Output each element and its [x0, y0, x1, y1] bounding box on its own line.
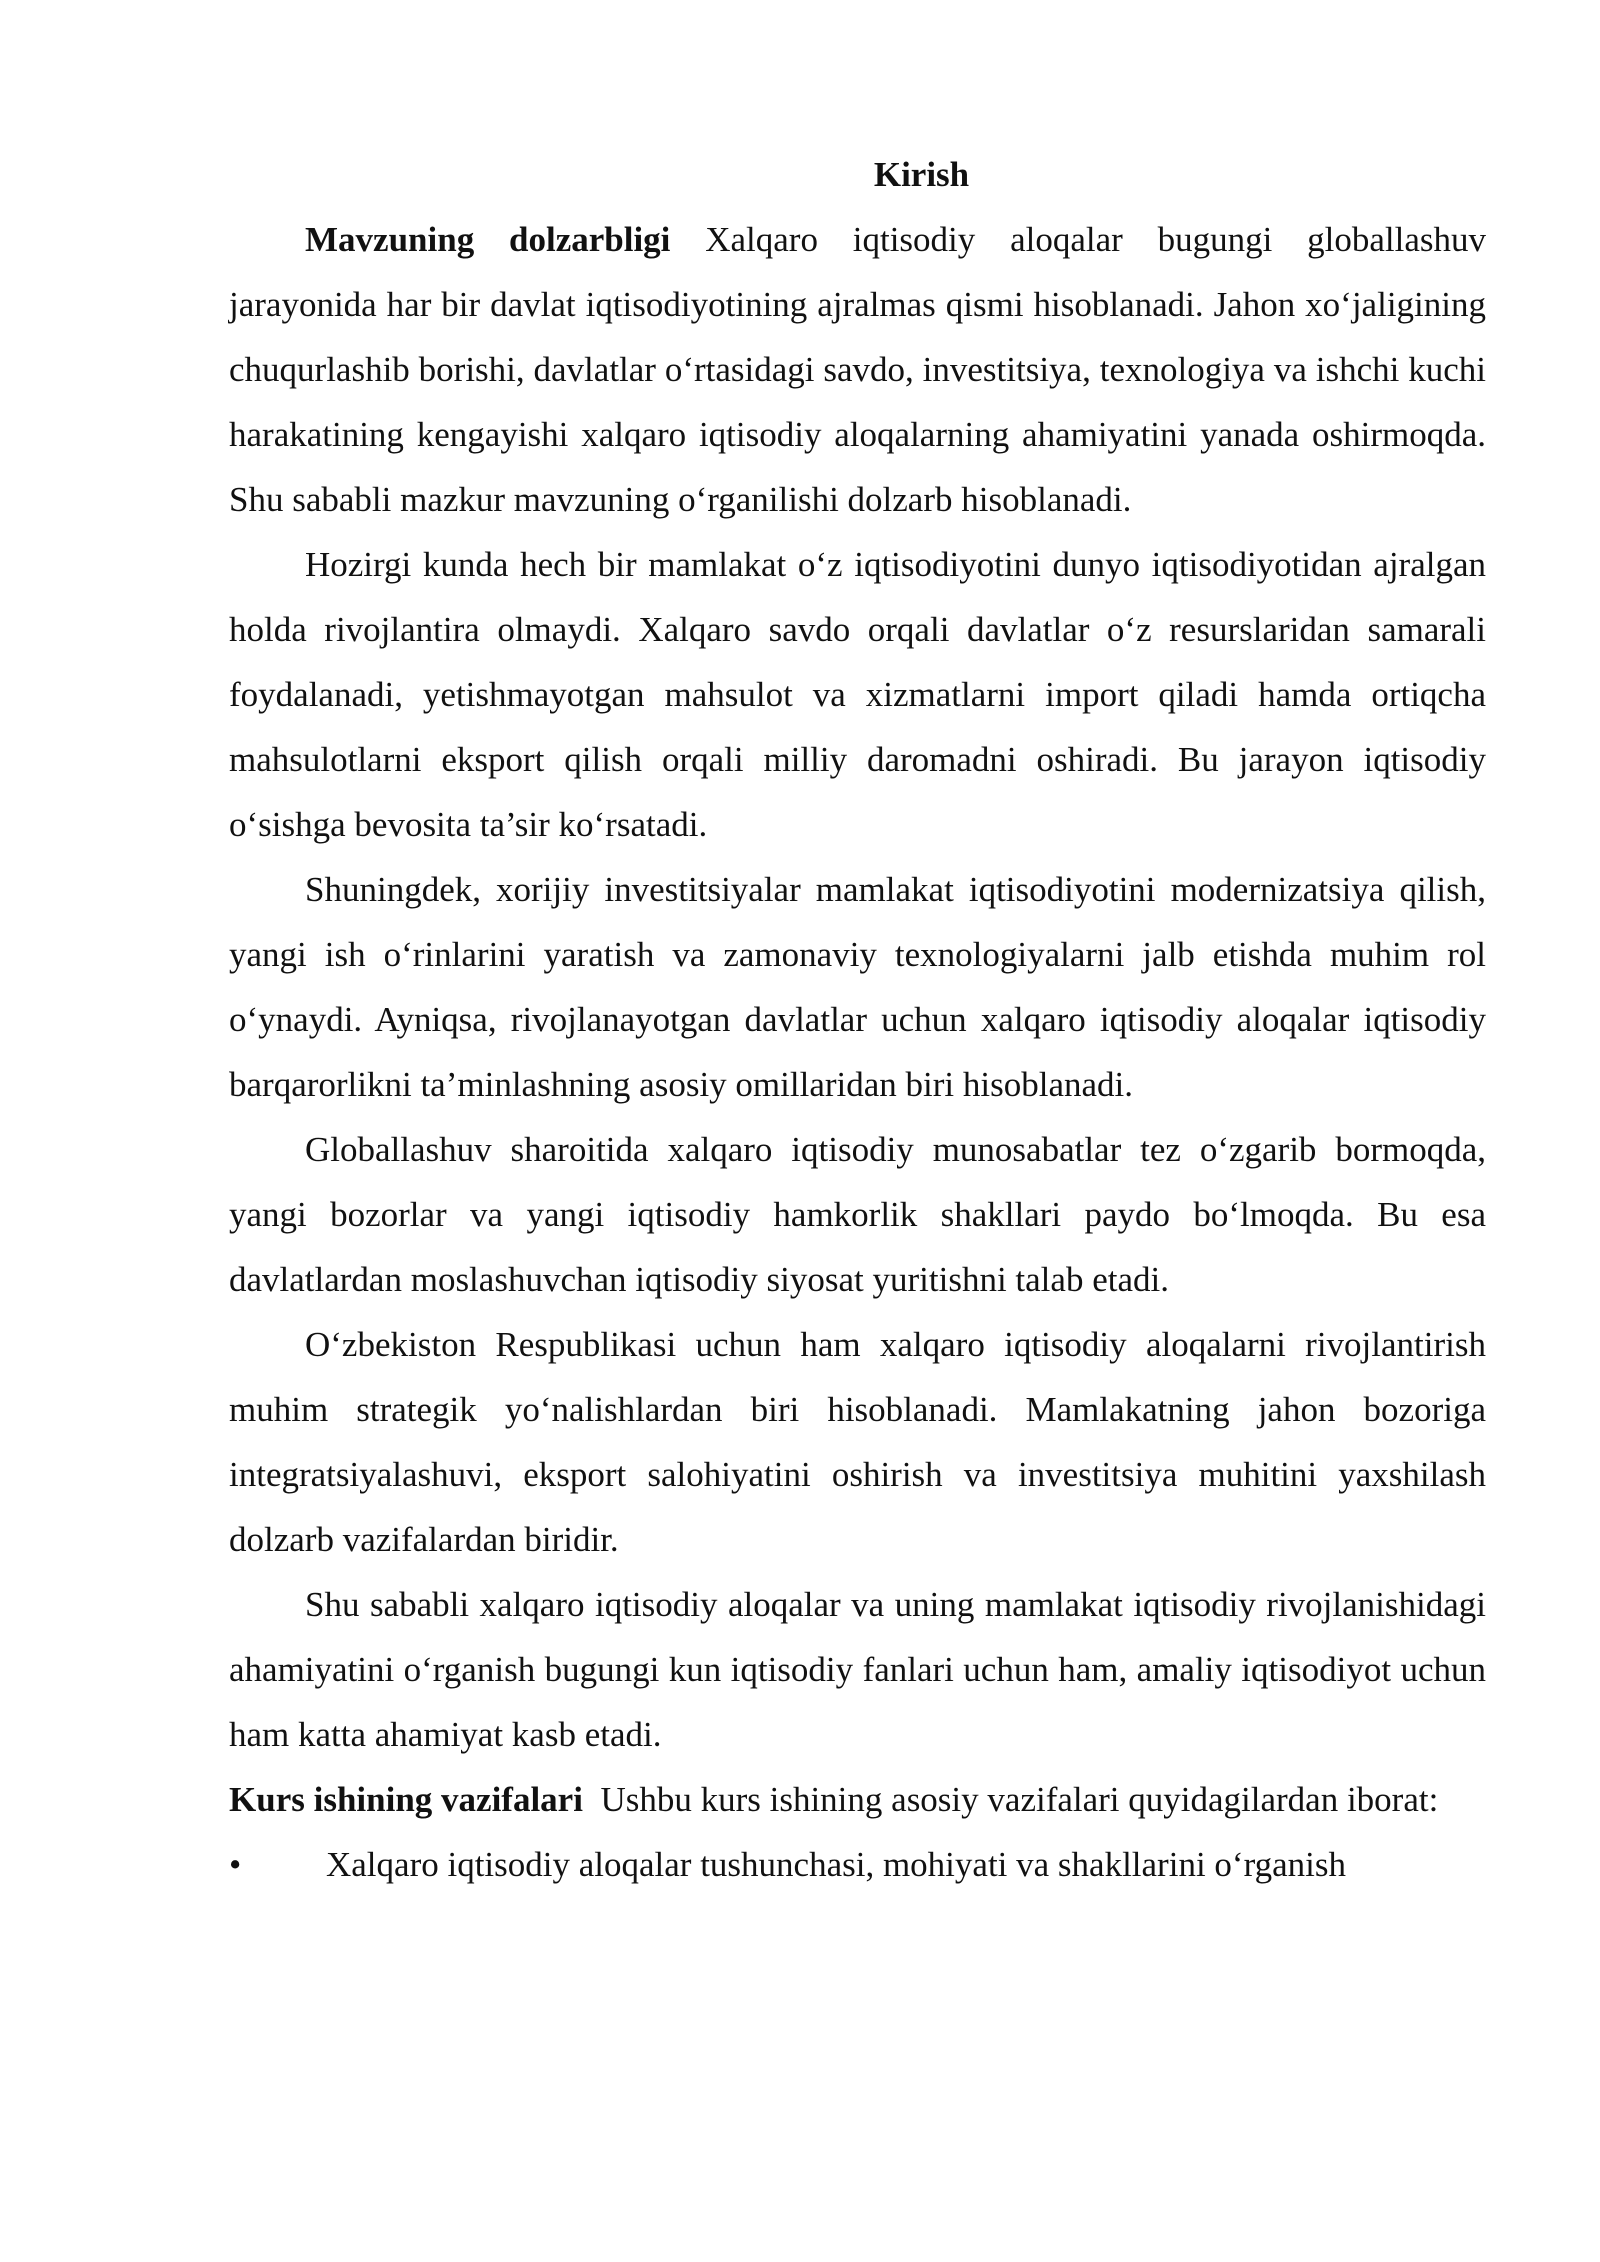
body-paragraph-2: Shuningdek, xorijiy investitsiyalar mamlakat iqtisodiyotini modernizatsiya qilish, yangi ish o‘rinlarini yaratish va zamonaviy texnologiyalarni jalb etishda muhim rol o‘ynaydi. Ayniqsa, rivojlanayotgan davlatlar uchun xalqaro iqtisodiy aloqalar iqtisodiy barqarorlikni ta’minlashning asosiy omillaridan biri hisoblanadi.: [229, 870, 1486, 1104]
tasks-text: Ushbu kurs ishining asosiy vazifalari quyidagilardan iborat:: [582, 1780, 1439, 1819]
body-paragraph-4: O‘zbekiston Respublikasi uchun ham xalqaro iqtisodiy aloqalarni rivojlantirish muhim strategik yo‘nalishlardan biri hisoblanadi. Mamlakatning jahon bozoriga integratsiyalashuvi, eksport salohiyatini oshirish va investitsiya muhitini yaxshilash dolzarb vazifalardan biridir.: [229, 1325, 1486, 1559]
body-paragraph-3: Globallashuv sharoitida xalqaro iqtisodiy munosabatlar tez o‘zgarib bormoqda, yangi bozorlar va yangi iqtisodiy hamkorlik shakllari paydo bo‘lmoqda. Bu esa davlatlardan moslashuvchan iqtisodiy siyosat yuritishni talab etadi.: [229, 1130, 1486, 1299]
list-item: [229, 1832, 1486, 1897]
intro-lead: Mavzuning dolzarbligi: [305, 220, 671, 259]
body-paragraph-5: Shu sababli xalqaro iqtisodiy aloqalar va uning mamlakat iqtisodiy rivojlanishidagi ahamiyatini o‘rganish bugungi kun iqtisodiy fanlari uchun ham, amaliy iqtisodiyot uchun ham katta ahamiyat kasb etadi.: [229, 1585, 1486, 1754]
tasks-lead: Kurs ishining vazifalari: [229, 1780, 583, 1819]
intro-text: Xalqaro iqtisodiy aloqalar bugungi globallashuv jarayonida har bir davlat iqtisodiyotining ajralmas qismi hisoblanadi. Jahon xo‘jaligining chuqurlashib borishi, davlatlar o‘rtasidagi savdo, investitsiya, texnologiya va ishchi kuchi harakatining kengayishi xalqaro iqtisodiy aloqalarning ahamiyatini yanada oshirmoqda. Shu sababli mazkur mavzuning o‘rganilishi dolzarb hisoblanadi.: [229, 220, 1486, 519]
document-body: [229, 142, 1486, 1897]
body-paragraph-1: Hozirgi kunda hech bir mamlakat o‘z iqtisodiyotini dunyo iqtisodiyotidan ajralgan holda rivojlantira olmaydi. Xalqaro savdo orqali davlatlar o‘z resurslaridan samarali foydalanadi, yetishmayotgan mahsulot va xizmatlarni import qiladi hamda ortiqcha mahsulotlarni eksport qilish orqali milliy daromadni oshiradi. Bu jarayon iqtisodiy o‘sishga bevosita ta’sir ko‘rsatadi.: [229, 545, 1486, 844]
intro-paragraph: [229, 207, 1486, 532]
tasks-paragraph: [229, 1767, 1486, 1832]
bullet-icon: •: [229, 1845, 242, 1884]
list-item-text: Xalqaro iqtisodiy aloqalar tushunchasi, mohiyati va shakllarini o‘rganish: [326, 1845, 1346, 1884]
page-title: Kirish: [873, 155, 970, 194]
tasks-list: [229, 1832, 1486, 1897]
